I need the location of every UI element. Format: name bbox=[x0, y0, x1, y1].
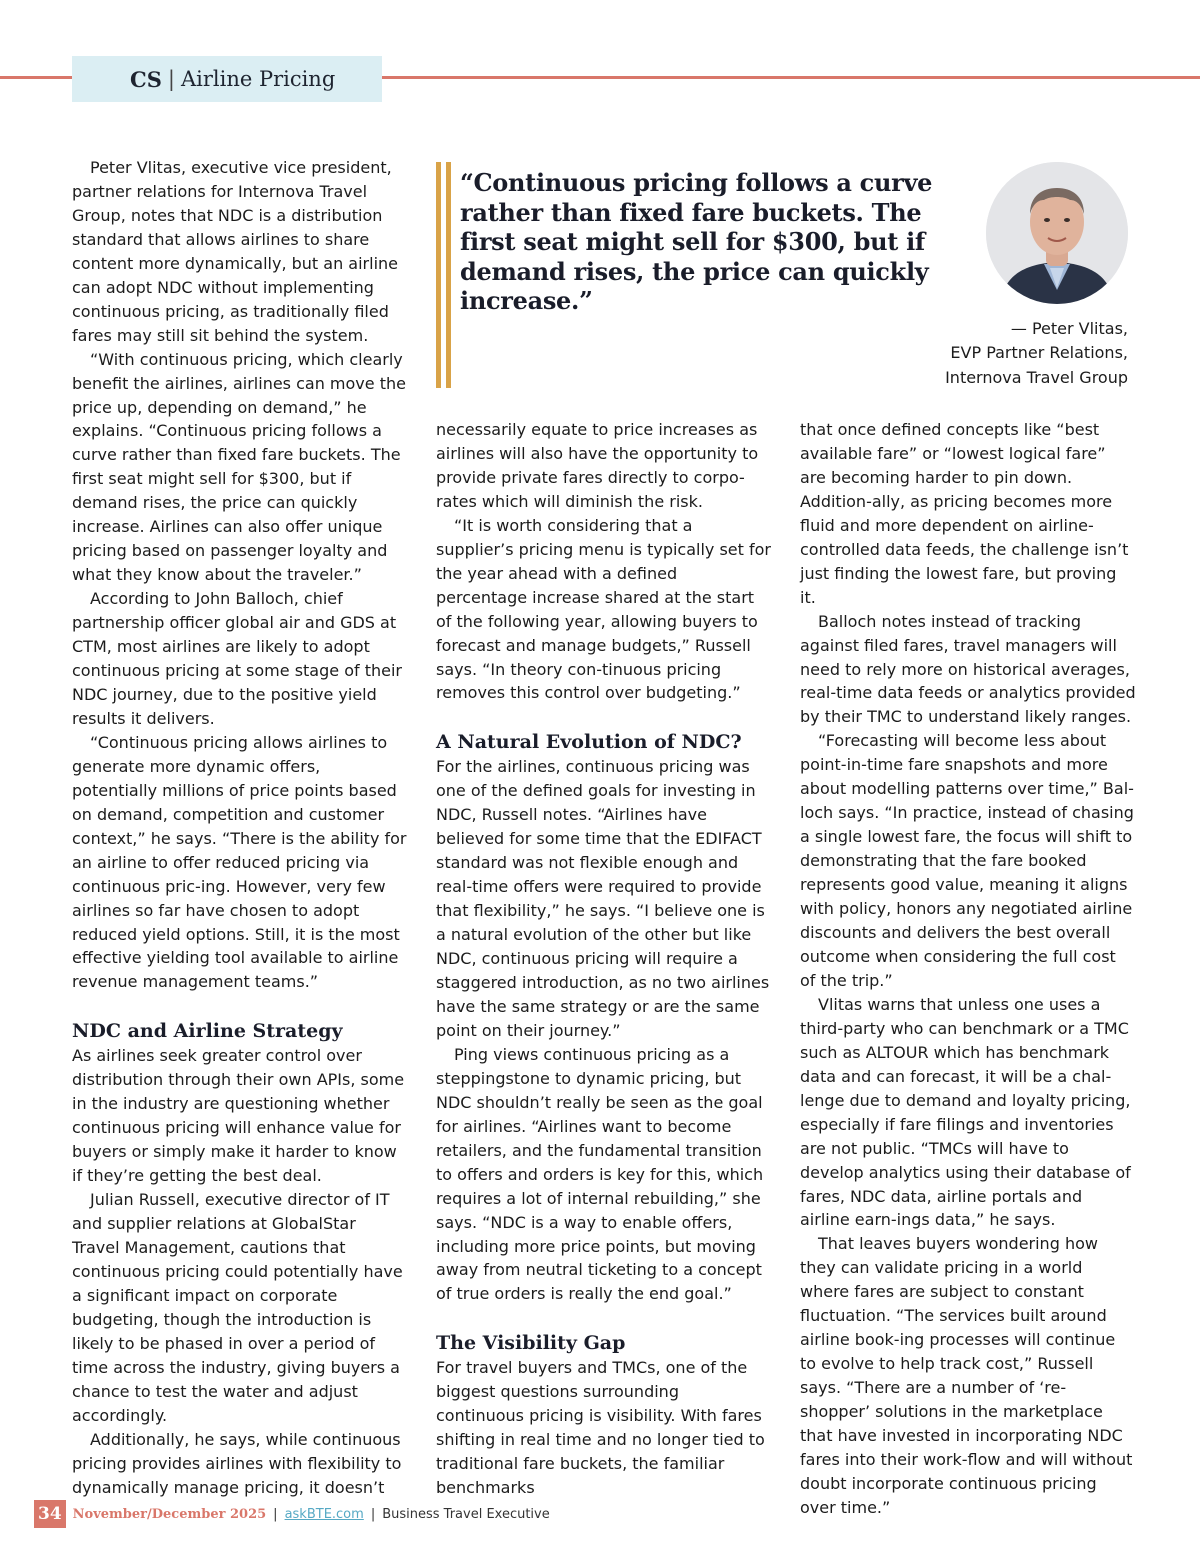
attribution-company: Internova Travel Group bbox=[945, 367, 1128, 387]
subheading-ndc-strategy: NDC and Airline Strategy bbox=[72, 1020, 343, 1043]
pull-quote-attribution bbox=[880, 317, 1128, 390]
paragraph: necessarily equate to price increases as airlines will also have the opportunity to provide private fares directly to corpo-rates which will diminish the risk. bbox=[436, 420, 759, 511]
paragraph: Balloch notes instead of tracking against filed fares, travel managers will need to rely more on historical averages, real-time data feeds or analytics provided by their TMC to understand likely ranges. bbox=[800, 611, 1136, 727]
attribution-name: — Peter Vlitas, bbox=[1010, 319, 1128, 338]
section-tab bbox=[72, 56, 382, 102]
paragraph: That leaves buyers wondering how they can validate pricing in a world where fares are subject to constant fluctuation. “The services built around airline book-ing processes will continue to evolve to help track cost,” Russell says. “There are a number of ‘re-shopper’ solutions in the marketplace that have invested in incorporating NDC fares into their work-flow and will without doubt incorporate continuous pricing over time.” bbox=[800, 1234, 1133, 1517]
portrait-photo bbox=[986, 162, 1128, 304]
article-column-2 bbox=[436, 418, 772, 1500]
pull-quote-bar bbox=[436, 162, 451, 388]
issue-date: November/December 2025 bbox=[72, 1506, 267, 1522]
paragraph: For travel buyers and TMCs, one of the biggest questions surrounding continuous pricing is visibility. With fares shifting in real time and no longer tied to traditional fare buckets, the familiar benchmarks bbox=[436, 1358, 765, 1498]
section-title: Airline Pricing bbox=[180, 67, 336, 91]
paragraph: For the airlines, continuous pricing was one of the defined goals for investing in NDC, Russell notes. “Airlines have believed for some time that the EDIFACT standard was not flexible enough and real-time offers were required to provide that flexibility,” he says. “I believe one is a natural evolution of the other but like NDC, continuous pricing will require a staggered introduction, as no two airlines have the same strategy or are the same point on their journey.” bbox=[436, 757, 770, 1040]
subheading-visibility-gap: The Visibility Gap bbox=[436, 1332, 626, 1355]
article-column-1 bbox=[72, 156, 408, 1499]
pull-quote: “Continuous pricing follows a curve rather than fixed fare buckets. The first seat might sell for $300, but if demand rises, the price can quickly increase.” bbox=[460, 168, 933, 315]
footer-separator: | bbox=[370, 1506, 376, 1522]
paragraph: According to John Balloch, chief partnership officer global air and GDS at CTM, most airlines are likely to adopt continuous pricing at some stage of their NDC journey, due to the positive yield results it delivers. bbox=[72, 589, 402, 728]
section-separator: | bbox=[167, 67, 175, 91]
paragraph: Vlitas warns that unless one uses a third-party who can benchmark or a TMC such as ALTOUR which has benchmark data and can forecast, it will be a chal-lenge due to demand and loyalty pricing, especially if fare filings and inventories are not public. “TMCs will have to develop analytics using their database of fares, NDC data, airline portals and airline earn-ings data,” he says. bbox=[800, 994, 1131, 1230]
page-number: 34 bbox=[34, 1500, 66, 1528]
paragraph: As airlines seek greater control over distribution through their own APIs, some in the industry are questioning whether continuous pricing will enhance value for buyers or simply make it harder to know if they’re getting the best deal. bbox=[72, 1046, 405, 1186]
page-footer bbox=[34, 1500, 550, 1528]
attribution-title: EVP Partner Relations, bbox=[950, 343, 1128, 363]
website-link[interactable]: askBTE.com bbox=[284, 1506, 364, 1522]
publication-name: Business Travel Executive bbox=[382, 1506, 550, 1522]
paragraph: Peter Vlitas, executive vice president, partner relations for Internova Travel Group, notes that NDC is a distribution standard that allows airlines to share content more dynamically, but an airline can adopt NDC without implementing continuous pricing, as traditionally filed fares may still sit behind the system. bbox=[72, 158, 398, 345]
paragraph: Julian Russell, executive director of IT and supplier relations at GlobalStar Travel Management, cautions that continuous pricing could potentially have a significant impact on corporate budgeting, though the introduction is likely to be phased in over a period of time across the industry, giving buyers a chance to test the water and adjust accordingly. bbox=[72, 1190, 403, 1425]
header-rule-right bbox=[382, 76, 1200, 79]
paragraph: Additionally, he says, while continuous pricing provides airlines with flexibility to dynamically manage pricing, it doesn’t bbox=[72, 1429, 402, 1497]
paragraph: that once defined concepts like “best available fare” or “lowest logical fare” are becoming harder to pin down. Addition-ally, as pricing becomes more fluid and more dependent on airline-controlled data feeds, the challenge isn’t just finding the lowest fare, but proving it. bbox=[800, 420, 1129, 607]
footer-separator: | bbox=[273, 1506, 278, 1522]
paragraph: “It is worth considering that a supplier’s pricing menu is typically set for the year ahead with a defined percentage increase shared at the start of the following year, allowing buyers to forecast and manage budgets,” Russell says. “In theory con-tinuous pricing removes this control over budgeting.” bbox=[436, 515, 772, 703]
paragraph: Ping views continuous pricing as a steppingstone to dynamic pricing, but NDC shouldn’t really be seen as the goal for airlines. “Airlines want to become retailers, and the fundamental transition to offers and orders is key for this, which requires a lot of internal rebuilding,” she says. “NDC is a way to enable offers, including more price points, but moving away from neutral ticketing to a concept of true orders is really the end goal.” bbox=[436, 1044, 764, 1304]
header-rule-left bbox=[0, 76, 74, 79]
paragraph: “Forecasting will become less about point-in-time fare snapshots and more about modelling patterns over time,” Bal-loch says. “In practice, instead of chasing a single lowest fare, the focus will shift to demonstrating that the fare booked represents good value, meaning it aligns with policy, honors any negotiated airline discounts and delivers the best overall outcome when considering the full cost of the trip.” bbox=[800, 731, 1134, 990]
subheading-natural-evolution: A Natural Evolution of NDC? bbox=[436, 731, 742, 754]
paragraph: “Continuous pricing allows airlines to generate more dynamic offers, potentially millions of price points based on demand, competition and customer context,” he says. “There is the ability for an airline to offer reduced pricing via continuous pric-ing. However, very few airlines so far have chosen to adopt reduced yield options. Still, it is the most effective yielding tool available to airline revenue management teams.” bbox=[72, 732, 407, 992]
paragraph: “With continuous pricing, which clearly benefit the airlines, airlines can move the price up, depending on demand,” he explains. “Continuous pricing follows a curve rather than fixed fare buckets. The first seat might sell for $300, but if demand rises, the price can quickly increase. Airlines can also offer unique pricing based on passenger loyalty and what they know about the traveler.” bbox=[72, 349, 406, 585]
section-abbr: CS bbox=[130, 66, 162, 92]
article-column-3 bbox=[800, 418, 1136, 1520]
